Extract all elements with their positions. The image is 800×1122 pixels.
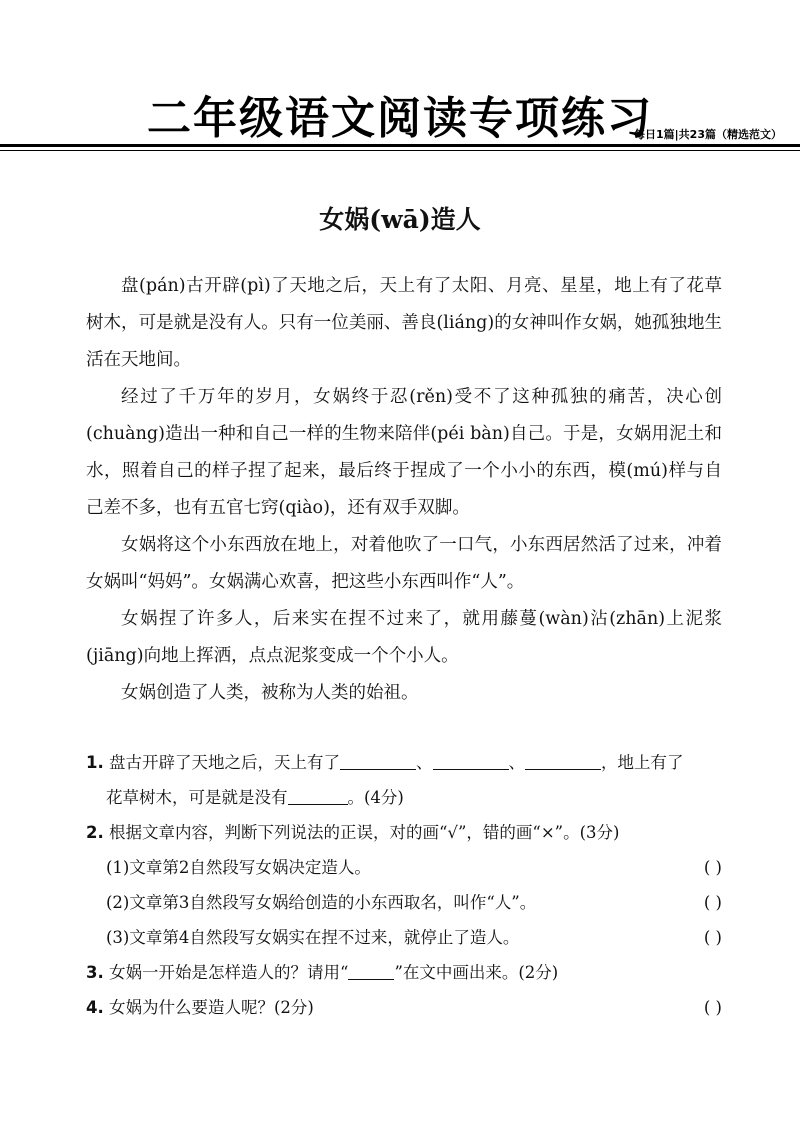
answer-parentheses[interactable]: ( )	[703, 893, 722, 912]
question-number: 2.	[86, 823, 104, 842]
item-text: (3)文章第4自然段写女娲实在捏不过来，就停止了造人。	[106, 928, 520, 947]
question-2	[86, 815, 722, 850]
question-number: 1.	[86, 753, 104, 772]
answer-blank[interactable]	[525, 751, 601, 770]
question-4	[86, 990, 722, 1025]
separator: 、	[416, 753, 433, 772]
question-3	[86, 955, 722, 990]
passage-paragraph: 女娲将这个小东西放在地上，对着他吹了一口气，小东西居然活了过来，冲着女娲叫“妈妈”。女娲满心欢喜，把这些小东西叫作“人”。	[86, 535, 722, 592]
separator: 、	[508, 753, 525, 772]
answer-blank[interactable]	[288, 786, 348, 805]
answer-parentheses[interactable]: ( )	[703, 858, 722, 877]
answer-parentheses[interactable]: ( )	[703, 998, 722, 1017]
question-text: ”在文中画出来。(2分)	[394, 963, 559, 982]
question-2-item	[86, 920, 722, 955]
question-1-continued	[86, 780, 722, 815]
question-text: 根据文章内容，判断下列说法的正误，对的画“√”，错的画“×”。(3分)	[109, 823, 620, 842]
header-divider-thick	[0, 144, 800, 147]
passage-paragraph: 经过了千万年的岁月，女娲终于忍(rěn)受不了这种孤独的痛苦，决心创(chuàng)造出一种和自己一样的生物来陪伴(péi bàn)自己。于是，女娲用泥土和水，照着自己的样子捏了起来，最后终于捏成了一个小小的东西，模(mú)样与自己差不多，也有五官七窍(qiào)，还有双手双脚。	[86, 387, 722, 518]
answer-blank[interactable]	[340, 751, 416, 770]
article-title: 女娲(wā)造人	[319, 205, 481, 234]
question-1	[86, 745, 722, 780]
question-2-item	[86, 850, 722, 885]
question-text: 女娲为什么要造人呢？(2分)	[109, 998, 314, 1017]
question-text: 。(4分)	[347, 788, 404, 807]
header-divider-thin	[0, 150, 800, 151]
header-title: 二年级语文阅读专项练习	[147, 93, 653, 144]
question-text: 花草树木，可是就是没有	[106, 788, 288, 807]
passage-paragraph: 女娲创造了人类，被称为人类的始祖。	[121, 683, 419, 703]
passage	[86, 268, 722, 712]
answer-parentheses[interactable]: ( )	[703, 928, 722, 947]
item-text: (1)文章第2自然段写女娲决定造人。	[106, 858, 371, 877]
question-text: 女娲一开始是怎样造人的？请用“	[109, 963, 349, 982]
passage-paragraph: 女娲捏了许多人，后来实在捏不过来了，就用藤蔓(wàn)沾(zhān)上泥浆(jiāng)向地上挥洒，点点泥浆变成一个个小人。	[86, 609, 722, 666]
header-subtitle: 每日1篇|共23篇（精选范文）	[634, 128, 782, 141]
item-text: (2)文章第3自然段写女娲给创造的小东西取名，叫作“人”。	[106, 893, 537, 912]
question-2-item	[86, 885, 722, 920]
underline-sample	[348, 961, 394, 980]
answer-blank[interactable]	[433, 751, 509, 770]
passage-paragraph: 盘(pán)古开辟(pì)了天地之后，天上有了太阳、月亮、星星，地上有了花草树木，可是就是没有人。只有一位美丽、善良(liáng)的女神叫作女娲，她孤独地生活在天地间。	[86, 276, 722, 370]
question-text: 盘古开辟了天地之后，天上有了	[109, 753, 340, 772]
question-text: ，地上有了	[601, 753, 684, 772]
questions	[86, 745, 722, 1025]
question-number: 4.	[86, 998, 104, 1017]
question-number: 3.	[86, 963, 104, 982]
